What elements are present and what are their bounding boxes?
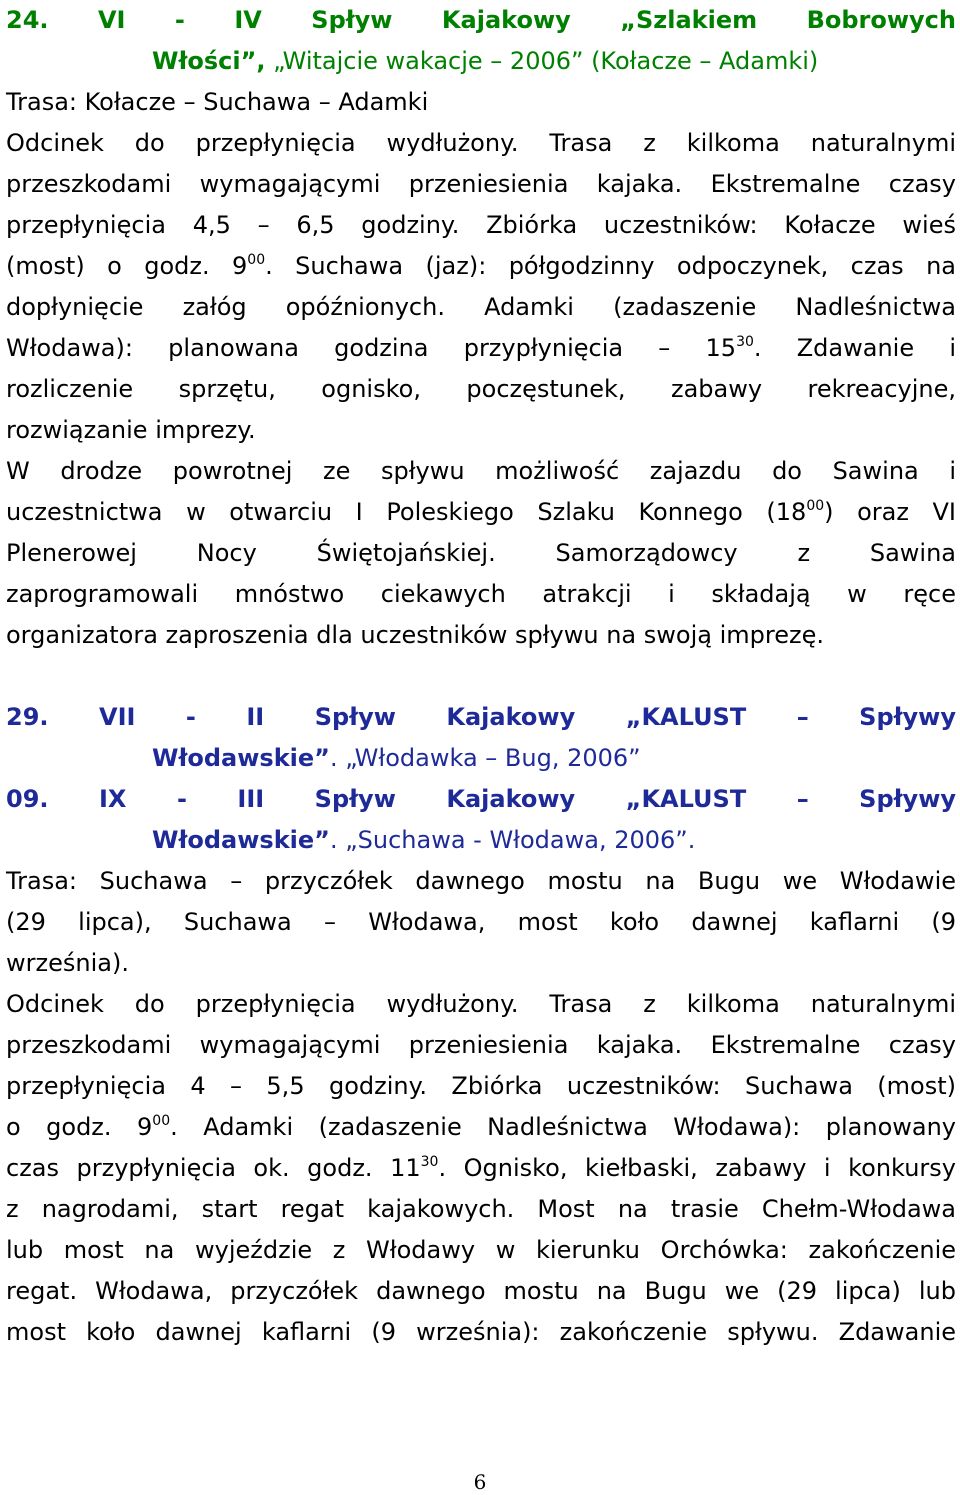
event-title-cont: Włodawskie” [152, 744, 330, 772]
paragraph-line: dopłynięcie załóg opóźnionych. Adamki (zadaszenie Nadleśnictwa [6, 293, 956, 321]
paragraph-line: most koło dawnej kaflarni (9 września): zakończenie spływu. Zdawanie [6, 1318, 956, 1346]
paragraph-line: Plenerowej Nocy Świętojańskiej. Samorządowcy z Sawina [6, 539, 956, 567]
event-title-cont: Włodawskie” [152, 826, 330, 854]
event-heading-line-1 [6, 697, 956, 738]
event-subtitle: „Witajcie wakacje – 2006” (Kołacze – Adamki) [273, 47, 819, 75]
paragraph-line: zaprogramowali mnóstwo ciekawych atrakcji i składają w ręce [6, 580, 956, 608]
paragraph-line: przepłynięcia 4 – 5,5 godziny. Zbiórka uczestników: Suchawa (most) [6, 1072, 956, 1100]
event-title: III Spływ Kajakowy „KALUST – Spływy [237, 785, 957, 813]
event-dash: - [176, 785, 187, 813]
paragraph-line: przepłynięcia 4,5 – 6,5 godziny. Zbiórka uczestników: Kołacze wieś [6, 211, 956, 239]
route-text: września). [6, 949, 129, 977]
event-title-cont: Włości”, [152, 47, 266, 75]
event-date: 29. VII [6, 703, 136, 731]
paragraph-line: W drodze powrotnej ze spływu możliwość zajazdu do Sawina i [6, 457, 956, 485]
paragraph-line: Włodawa): planowana godzina przypłynięcia – $15^{30}$. Zdawanie i [6, 334, 956, 362]
paragraph-line: regat. Włodawa, przyczółek dawnego mostu na Bugu we (29 lipca) lub [6, 1277, 956, 1305]
event-heading-line-2 [152, 738, 956, 779]
paragraph-line: z nagrodami, start regat kajakowych. Most na trasie Chełm-Włodawa [6, 1195, 956, 1223]
route-text: (29 lipca), Suchawa – Włodawa, most koło dawnej kaflarni (9 [6, 908, 956, 936]
paragraph-line: lub most na wyjeździe z Włodawy w kierunku Orchówka: zakończenie [6, 1236, 956, 1264]
paragraph-line: Odcinek do przepłynięcia wydłużony. Trasa z kilkoma naturalnymi [6, 129, 956, 157]
paragraph-line: przeszkodami wymagającymi przeniesienia kajaka. Ekstremalne czasy [6, 1031, 956, 1059]
event-dash: - [174, 6, 185, 34]
event-heading-line-1 [6, 779, 956, 820]
event-title: II Spływ Kajakowy „KALUST – Spływy [246, 703, 956, 731]
event-heading-line-2 [152, 820, 956, 861]
page-number: 6 [473, 1470, 487, 1494]
event-date: 09. IX [6, 785, 127, 813]
paragraph-line: uczestnictwa w otwarciu I Poleskiego Szlaku Konnego $(18^{00})$ oraz VI [6, 498, 956, 526]
event-subtitle: . „Włodawka – Bug, 2006” [329, 744, 641, 772]
paragraph-line: Odcinek do przepłynięcia wydłużony. Trasa z kilkoma naturalnymi [6, 990, 956, 1018]
paragraph-line: rozwiązanie imprezy. [6, 416, 256, 444]
paragraph-line: czas przypłynięcia ok. godz. $11^{30}$. Ognisko, kiełbaski, zabawy i konkursy [6, 1154, 956, 1182]
event-title: IV Spływ Kajakowy „Szlakiem Bobrowych [234, 6, 956, 34]
paragraph-line: rozliczenie sprzętu, ognisko, poczęstunek, zabawy rekreacyjne, [6, 375, 956, 403]
paragraph-line: przeszkodami wymagającymi przeniesienia kajaka. Ekstremalne czasy [6, 170, 956, 198]
event-dash: - [185, 703, 196, 731]
route-text: Trasa: Suchawa – przyczółek dawnego mostu na Bugu we Włodawie [6, 867, 956, 895]
event-heading-line-2 [152, 41, 956, 82]
paragraph-line: o godz. $9^{00}$. Adamki (zadaszenie Nadleśnictwa Włodawa): planowany [6, 1113, 956, 1141]
paragraph-line: (most) o godz. $9^{00}$. Suchawa (jaz): półgodzinny odpoczynek, czas na [6, 252, 956, 280]
event-heading-line-1 [6, 0, 956, 41]
event-subtitle: . „Suchawa - Włodawa, 2006”. [329, 826, 696, 854]
paragraph-line: organizatora zaproszenia dla uczestników spływu na swoją imprezę. [6, 621, 824, 649]
event-date: 24. VI [6, 6, 126, 34]
route-text: Trasa: Kołacze – Suchawa – Adamki [6, 88, 429, 116]
